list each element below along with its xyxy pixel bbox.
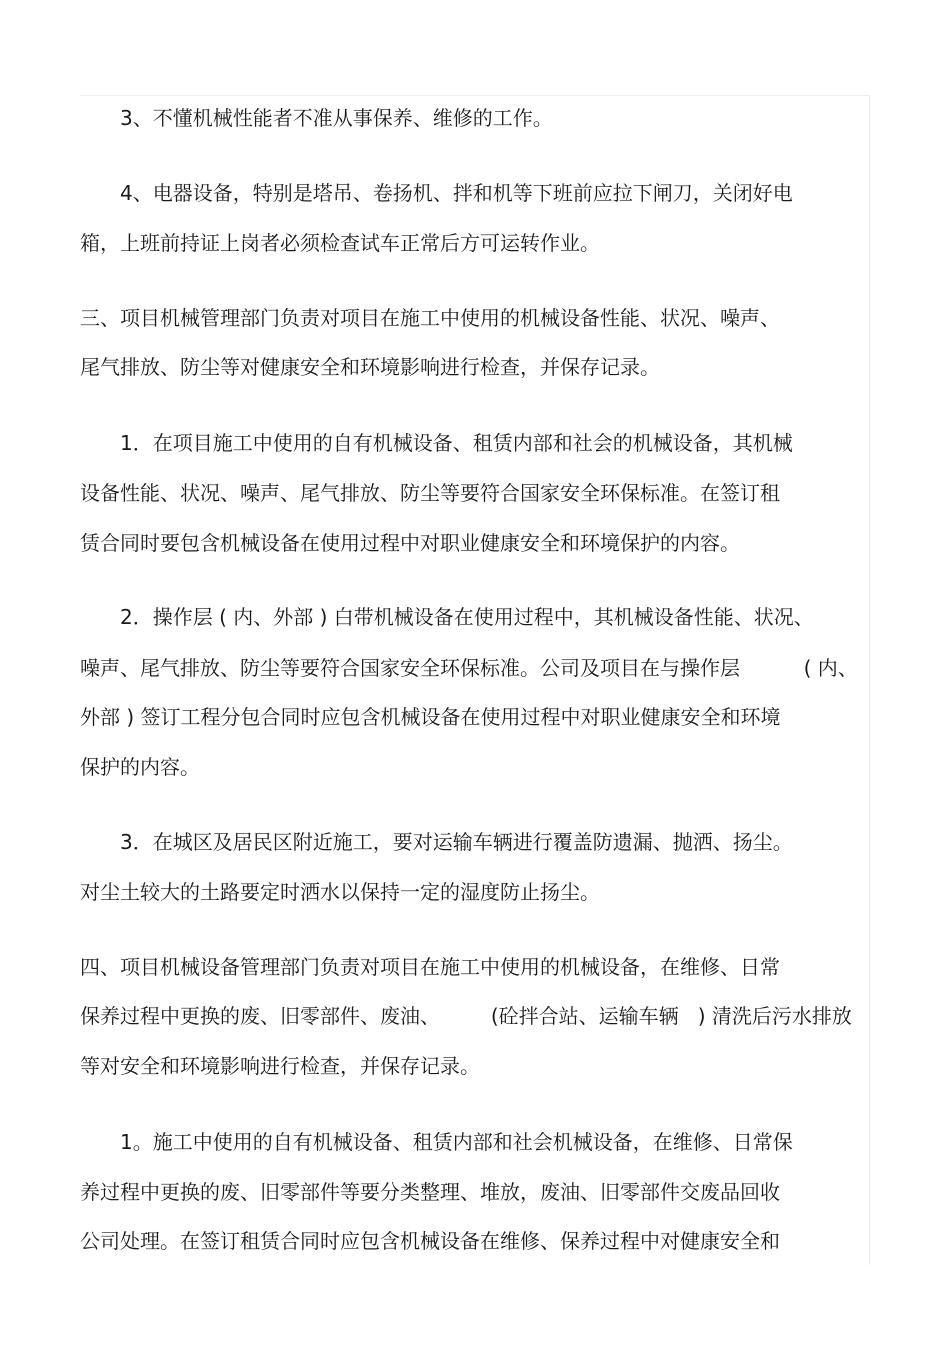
p7-line3: 等对安全和环境影响进行检查，并保存记录。: [80, 1054, 480, 1078]
p7-line2: 保养过程中更换的废、旧零部件、废油、 (砼拌合站、运输车辆 ) 清洗后污水排放: [80, 1004, 852, 1028]
p5-line3: 外部 ) 签订工程分包合同时应包含机械设备在使用过程中对职业健康安全和环境: [80, 705, 781, 729]
p1-line1: 3、不懂机械性能者不准从事保养、维修的工作。: [120, 106, 553, 130]
p2-line1: 4、电器设备，特别是塔吊、卷扬机、拌和机等下班前应拉下闸刀，关闭好电: [120, 181, 793, 205]
p5-line1: 2．操作层 ( 内、外部 ) 白带机械设备在使用过程中，其机械设备性能、状况、: [120, 605, 814, 629]
p2-line2: 箱，上班前持证上岗者必须检查试车正常后方可运转作业。: [80, 231, 600, 255]
p6-line1: 3．在城区及居民区附近施工，要对运输车辆进行覆盖防遗漏、抛洒、扬尘。: [120, 830, 793, 854]
page-border-right: [869, 95, 870, 1265]
p6-line2: 对尘土较大的土路要定时洒水以保持一定的湿度防止扬尘。: [80, 880, 600, 904]
p7-line1: 四、项目机械设备管理部门负责对项目在施工中使用的机械设备，在维修、日常: [80, 955, 780, 979]
p5-line2: 噪声、尾气排放、防尘等要符合国家安全环保标准。公司及项目在与操作层 ( 内、: [80, 656, 858, 680]
p8-line1: 1。施工中使用的自有机械设备、租赁内部和社会机械设备，在维修、日常保: [120, 1130, 793, 1154]
p4-line3: 赁合同时要包含机械设备在使用过程中对职业健康安全和环境保护的内容。: [80, 531, 740, 555]
p3-line2: 尾气排放、防尘等对健康安全和环境影响进行检查，并保存记录。: [80, 355, 660, 379]
p5-line4: 保护的内容。: [80, 755, 200, 779]
p3-line1: 三、项目机械管理部门负责对项目在施工中使用的机械设备性能、状况、噪声、: [80, 306, 780, 330]
p8-line3: 公司处理。在签订租赁合同时应包含机械设备在维修、保养过程中对健康安全和: [80, 1229, 780, 1253]
page-border-top: [80, 95, 870, 96]
p4-line2: 设备性能、状况、噪声、尾气排放、防尘等要符合国家安全环保标准。在签订租: [80, 481, 780, 505]
p8-line2: 养过程中更换的废、旧零部件等要分类整理、堆放，废油、旧零部件交废品回收: [80, 1180, 780, 1204]
p4-line1: 1．在项目施工中使用的自有机械设备、租赁内部和社会的机械设备，其机械: [120, 431, 793, 455]
